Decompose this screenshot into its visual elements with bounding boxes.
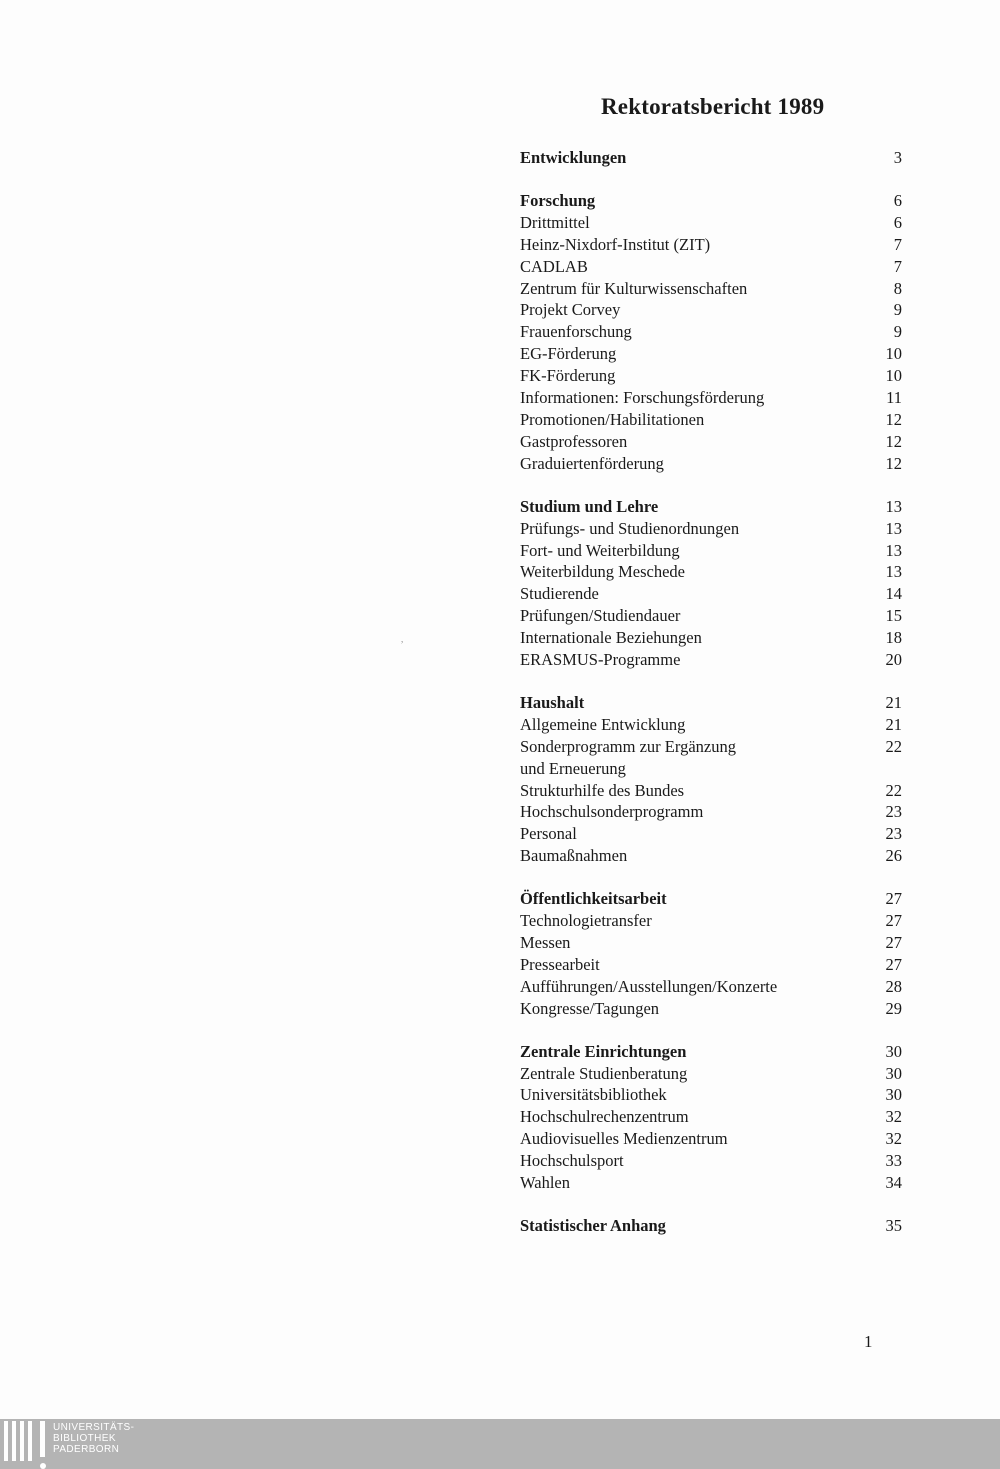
toc-entry <box>520 714 902 736</box>
toc-entry <box>520 561 902 583</box>
toc-entry <box>520 212 902 234</box>
toc-entry-label: Personal <box>520 824 577 844</box>
toc-entry-page: 28 <box>885 976 902 996</box>
toc-entry-page: 7 <box>893 234 902 254</box>
toc-entry <box>520 365 902 387</box>
toc-entry-page: 23 <box>885 824 902 844</box>
toc-entry <box>520 583 902 605</box>
toc-entry <box>520 518 902 540</box>
page-number: 1 <box>864 1332 873 1351</box>
toc-entry-page: 11 <box>886 388 902 408</box>
toc-entry-label: Aufführungen/Ausstellungen/Konzerte <box>520 976 778 996</box>
toc-entry-page: 27 <box>885 911 902 931</box>
toc-entry <box>520 998 902 1020</box>
toc-entry-page: 13 <box>885 562 902 582</box>
toc-entry <box>520 409 902 431</box>
toc-entry <box>520 976 902 998</box>
toc-entry <box>520 234 902 256</box>
library-name-line2: BIBLIOTHEK <box>53 1433 116 1444</box>
toc-heading-page: 21 <box>885 692 902 712</box>
toc-entry-page: 7 <box>893 256 902 276</box>
toc-entry-page: 26 <box>885 846 902 866</box>
toc-entry-page: 27 <box>885 954 902 974</box>
toc-heading-label: Studium und Lehre <box>520 496 659 516</box>
toc-heading-page: 35 <box>885 1215 902 1235</box>
toc-entry-page: 33 <box>885 1151 902 1171</box>
table-of-contents <box>520 147 902 1237</box>
toc-entry-label: Zentrum für Kulturwissenschaften <box>520 278 748 298</box>
toc-heading-page: 3 <box>893 148 902 167</box>
library-name-line3: PADERBORN <box>53 1444 120 1455</box>
library-name <box>53 1422 134 1455</box>
toc-entry <box>520 910 902 932</box>
toc-entry-page: 30 <box>885 1063 902 1083</box>
toc-entry-label: und Erneuerung <box>520 758 626 778</box>
toc-entry-page: 30 <box>885 1085 902 1105</box>
toc-section-heading <box>520 147 902 169</box>
toc-entry <box>520 387 902 409</box>
toc-entry-page: 21 <box>885 714 902 734</box>
toc-entry-page: 13 <box>885 518 902 538</box>
toc-entry-label: Technologietransfer <box>520 911 652 931</box>
toc-section-heading <box>520 692 902 714</box>
toc-heading-label: Öffentlichkeitsarbeit <box>520 889 667 909</box>
toc-entry-page: 29 <box>885 998 902 1018</box>
toc-section-heading <box>520 888 902 910</box>
toc-entry-label: Hochschulsport <box>520 1151 624 1171</box>
toc-entry-label: Drittmittel <box>520 212 590 232</box>
toc-entry-page: 18 <box>885 628 902 648</box>
toc-entry-label: Universitätsbibliothek <box>520 1085 667 1105</box>
toc-entry <box>520 1084 902 1106</box>
toc-heading-page: 6 <box>893 190 902 210</box>
toc-entry-label: Sonderprogramm zur Ergänzung <box>520 736 736 756</box>
toc-entry-label: Studierende <box>520 584 599 604</box>
toc-entry-label: Hochschulsonderprogramm <box>520 802 704 822</box>
toc-entry-label: EG-Förderung <box>520 344 617 364</box>
toc-entry <box>520 801 902 823</box>
toc-entry-page: 14 <box>885 584 902 604</box>
toc-entry-page: 12 <box>885 431 902 451</box>
toc-entry-label: Messen <box>520 933 571 952</box>
toc-entry-page: 8 <box>893 278 902 298</box>
toc-entry-label: Strukturhilfe des Bundes <box>520 780 685 800</box>
toc-entry-label: Weiterbildung Meschede <box>520 562 685 582</box>
toc-entry <box>520 343 902 365</box>
toc-entry-label: Audiovisuelles Medienzentrum <box>520 1129 728 1149</box>
toc-entry-label: Wahlen <box>520 1173 570 1193</box>
toc-section <box>520 692 902 867</box>
toc-entry-label: Allgemeine Entwicklung <box>520 714 686 734</box>
toc-entry <box>520 932 902 954</box>
toc-section <box>520 190 902 475</box>
toc-section <box>520 496 902 671</box>
toc-entry-label: Promotionen/Habilitationen <box>520 409 705 429</box>
toc-entry-page: 34 <box>885 1173 902 1193</box>
toc-entry-page: 20 <box>885 650 902 670</box>
toc-entry <box>520 256 902 278</box>
page-title: Rektoratsbericht 1989 <box>601 94 825 119</box>
toc-heading-page: 30 <box>885 1041 902 1061</box>
toc-heading-page: 13 <box>885 496 902 516</box>
toc-entry-page: 22 <box>885 780 902 800</box>
toc-entry-page: 10 <box>885 344 902 364</box>
toc-entry-page: 12 <box>885 409 902 429</box>
toc-entry-page: 15 <box>885 606 902 626</box>
toc-entry-page: 6 <box>893 212 902 232</box>
toc-section <box>520 1215 902 1237</box>
toc-entry-page: 13 <box>885 540 902 560</box>
toc-entry <box>520 540 902 562</box>
toc-entry-page: 9 <box>893 322 902 342</box>
toc-entry-page: 22 <box>885 736 902 756</box>
toc-entry <box>520 453 902 475</box>
toc-entry-label: CADLAB <box>520 256 588 276</box>
toc-heading-label: Forschung <box>520 190 596 210</box>
toc-entry <box>520 299 902 321</box>
toc-entry-label: Gastprofessoren <box>520 431 628 451</box>
toc-entry-page: 32 <box>885 1129 902 1149</box>
toc-entry <box>520 1106 902 1128</box>
toc-entry <box>520 780 902 802</box>
toc-entry <box>520 1172 902 1194</box>
toc-entry-label: Prüfungs- und Studienordnungen <box>520 518 740 538</box>
toc-heading-page: 27 <box>885 889 902 909</box>
toc-entry <box>520 431 902 453</box>
toc-entry <box>520 823 902 845</box>
toc-entry-page: 32 <box>885 1107 902 1127</box>
toc-section-heading <box>520 1041 902 1063</box>
toc-entry-label: Graduiertenförderung <box>520 453 664 473</box>
toc-entry-label: Hochschulrechenzentrum <box>520 1107 689 1127</box>
toc-entry <box>520 1150 902 1172</box>
toc-entry <box>520 736 902 758</box>
toc-entry-page: 27 <box>885 933 902 952</box>
toc-heading-label: Statistischer Anhang <box>520 1215 666 1235</box>
toc-entry-label: FK-Förderung <box>520 366 616 386</box>
stray-mark: , <box>401 634 404 644</box>
toc-entry-label: Frauenforschung <box>520 322 632 342</box>
toc-entry <box>520 1128 902 1150</box>
toc-entry-page: 12 <box>885 453 902 473</box>
toc-section-heading <box>520 190 902 212</box>
toc-entry <box>520 845 902 867</box>
toc-entry-label: Prüfungen/Studiendauer <box>520 606 681 626</box>
toc-section-heading <box>520 1215 902 1237</box>
toc-entry-page: 10 <box>885 366 902 386</box>
toc-entry-label: Projekt Corvey <box>520 300 621 320</box>
toc-heading-label: Entwicklungen <box>520 148 627 167</box>
toc-entry-label: Kongresse/Tagungen <box>520 998 660 1018</box>
toc-entry-page: 9 <box>893 300 902 320</box>
toc-entry-label: Heinz-Nixdorf-Institut (ZIT) <box>520 234 711 254</box>
toc-entry-label: Baumaßnahmen <box>520 846 628 866</box>
toc-entry-page: 23 <box>885 802 902 822</box>
toc-entry-label: Fort- und Weiterbildung <box>520 540 680 560</box>
toc-entry <box>520 278 902 300</box>
toc-heading-label: Haushalt <box>520 692 585 712</box>
toc-entry <box>520 321 902 343</box>
toc-entry-label: ERASMUS-Programme <box>520 650 681 670</box>
toc-entry-label: Zentrale Studienberatung <box>520 1063 688 1083</box>
toc-section-heading <box>520 496 902 518</box>
toc-entry <box>520 649 902 671</box>
library-footer-bar <box>0 1419 1000 1469</box>
toc-entry <box>520 1063 902 1085</box>
toc-section <box>520 1041 902 1194</box>
toc-entry-label: Internationale Beziehungen <box>520 628 702 648</box>
toc-entry <box>520 627 902 649</box>
toc-entry <box>520 758 902 780</box>
toc-entry-label: Pressearbeit <box>520 954 600 974</box>
toc-entry <box>520 954 902 976</box>
toc-entry-label: Informationen: Forschungsförderung <box>520 388 765 408</box>
library-name-line1: UNIVERSITÄTS- <box>53 1422 135 1433</box>
toc-heading-label: Zentrale Einrichtungen <box>520 1041 687 1061</box>
toc-entry <box>520 605 902 627</box>
toc-section <box>520 147 902 169</box>
toc-section <box>520 888 902 1019</box>
